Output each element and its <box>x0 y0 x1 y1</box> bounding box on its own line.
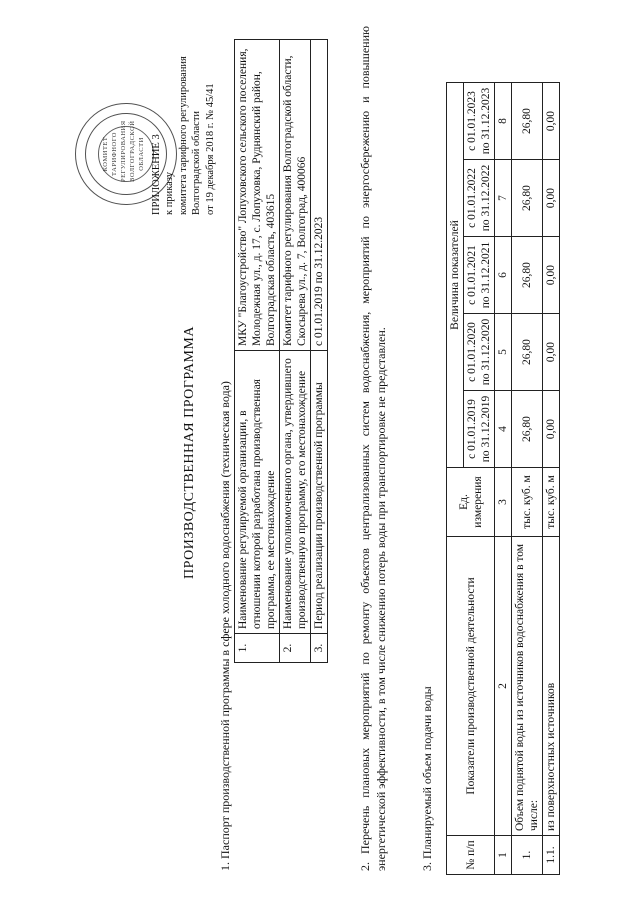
index-cell: 2 <box>495 537 512 836</box>
header-period: с 01.01.2019 по 31.12.2019 <box>464 391 495 468</box>
header-indicator: Показатели производственной деятельности <box>447 537 495 836</box>
appendix-line: от 19 декабря 2018 г. № 45/41 <box>204 83 216 215</box>
seal-line: ОБЛАСТИ <box>138 137 145 171</box>
table-row <box>311 40 328 663</box>
appendix-line: к приказу <box>164 172 176 215</box>
header-period: с 01.01.2021 по 31.12.2021 <box>464 237 495 314</box>
header-period: с 01.01.2022 по 31.12.2022 <box>464 160 495 237</box>
header-period: с 01.01.2020 по 31.12.2020 <box>464 314 495 391</box>
row-number: 3. <box>311 634 328 663</box>
row-name: Объем поднятой воды из источников водоснабжения в том числе: <box>512 537 543 836</box>
appendix-line: Волгоградской области <box>191 110 203 215</box>
header-unit: Ед. измерения <box>447 468 495 537</box>
index-cell: 4 <box>495 391 512 468</box>
row-value: 0,00 <box>543 237 560 314</box>
header-num: № п/п <box>447 836 495 875</box>
index-cell: 1 <box>495 836 512 875</box>
row-value: 0,00 <box>543 391 560 468</box>
row-number: 1. <box>512 836 543 875</box>
header-period: с 01.01.2023 по 31.12.2023 <box>464 83 495 160</box>
row-name: Наименование уполномоченного органа, утвердившего производственную программу, его местонахождение <box>280 351 311 634</box>
index-cell: 5 <box>495 314 512 391</box>
index-cell: 3 <box>495 468 512 537</box>
table-row <box>280 40 311 663</box>
section-1-heading: 1. Паспорт производственной программы в сфере холодного водоснабжения (техническая вода) <box>218 381 232 871</box>
seal-line: ТАРИФНОГО <box>111 132 118 176</box>
table-row <box>543 83 560 875</box>
row-name: Наименование регулируемой организации, в отношении которой разработана производственная программа, ее местонахождение <box>235 351 280 634</box>
page-title: ПРОИЗВОДСТВЕННАЯ ПРОГРАММА <box>182 326 197 579</box>
appendix-line: комитета тарифного регулирования <box>177 56 189 215</box>
row-value: 0,00 <box>543 160 560 237</box>
header-group: Величина показателей <box>447 83 464 468</box>
row-number: 2. <box>280 634 311 663</box>
section-3-heading: 3. Планируемый объем подачи воды <box>420 686 434 871</box>
row-value: 26,80 <box>512 391 543 468</box>
table-index-row <box>495 83 512 875</box>
row-unit: тыс. куб. м <box>543 468 560 537</box>
row-value: 0,00 <box>543 314 560 391</box>
passport-table <box>234 39 328 663</box>
row-name: Период реализации производственной программы <box>311 351 328 634</box>
row-name: из поверхностных источников <box>543 537 560 836</box>
row-value: 26,80 <box>512 237 543 314</box>
row-unit: тыс. куб. м <box>512 468 543 537</box>
seal-line: ВОЛГОГРАДСКОЙ <box>129 120 136 182</box>
appendix-line: ПРИЛОЖЕНИЕ 3 <box>151 134 162 215</box>
section-2-text: 2. Перечень плановых мероприятий по ремонту объектов централизованных систем водоснабжения, мероприятий по энергосбережению и повышению энергетической эффективности, в том числе снижению потерь воды при транспортировке не представлен. <box>358 26 388 871</box>
index-cell: 6 <box>495 237 512 314</box>
seal-line: КОМИТЕТ <box>102 136 109 172</box>
index-cell: 7 <box>495 160 512 237</box>
row-value: с 01.01.2019 по 31.12.2023 <box>311 40 328 351</box>
row-value: 26,80 <box>512 160 543 237</box>
row-number: 1. <box>235 634 280 663</box>
row-number: 1.1. <box>543 836 560 875</box>
index-cell: 8 <box>495 83 512 160</box>
seal-line: РЕГУЛИРОВАНИЯ <box>120 120 127 182</box>
table-header-row <box>447 83 464 875</box>
table-row <box>512 83 543 875</box>
water-volume-table <box>446 82 560 875</box>
row-value: 26,80 <box>512 314 543 391</box>
row-value: МКУ "Благоустройство" Лопуховского сельского поселения, Молодежная ул., д. 17, с. Лопуховка, Руднянский район, Волгоградская область, 403615 <box>235 40 280 351</box>
row-value: 0,00 <box>543 83 560 160</box>
row-value: Комитет тарифного регулирования Волгоградской области, Скосырева ул., д. 7, Волгоград, 400066 <box>280 40 311 351</box>
table-row <box>235 40 280 663</box>
row-value: 26,80 <box>512 83 543 160</box>
